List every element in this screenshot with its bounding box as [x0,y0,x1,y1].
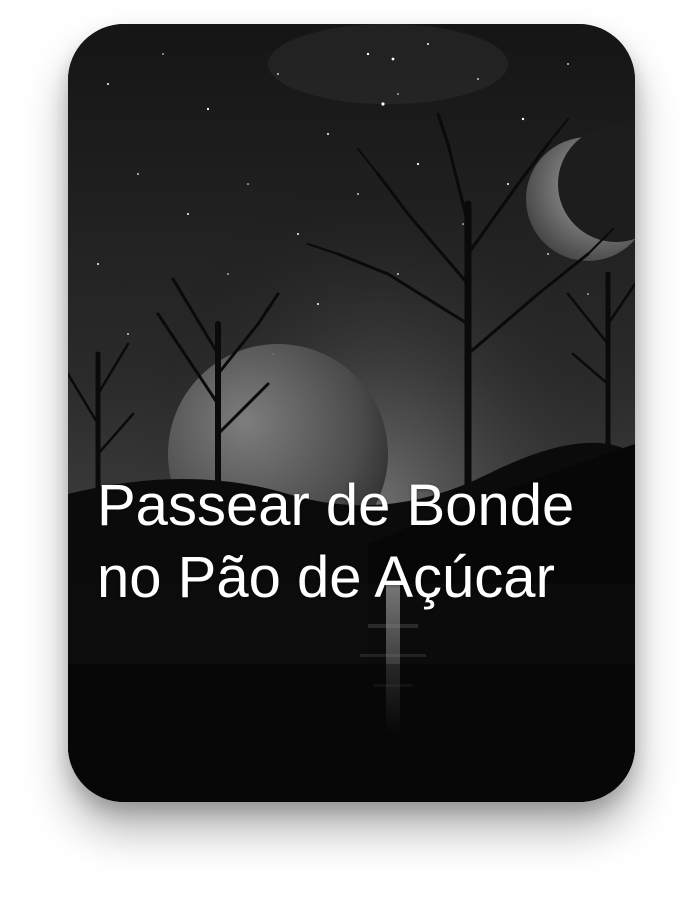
card-title: Passear de Bonde no Pão de Açúcar [97,473,575,610]
night-landscape-image [68,24,635,802]
activity-card[interactable] [68,24,635,802]
